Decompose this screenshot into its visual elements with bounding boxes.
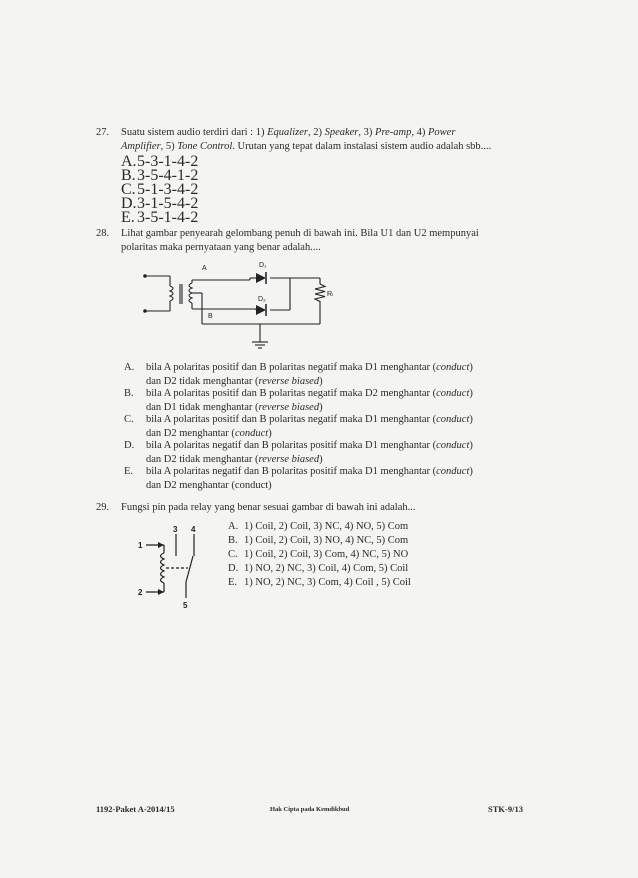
option-line-2 [146, 427, 272, 441]
option-text: ) [469, 388, 473, 399]
option-text: bila A polaritas positif dan B polaritas negatif maka D1 menghantar ( [146, 414, 437, 425]
pin-label-1: 1 [138, 541, 143, 550]
pin-label-3: 3 [173, 525, 178, 534]
option-text: 1) NO, 2) NC, 3) Coil, 4) Com, 5) Coil [244, 563, 409, 574]
option-text: 3-5-1-4-2 [137, 209, 199, 226]
terminal-dot [143, 274, 147, 278]
stem-text: , 5) [160, 140, 178, 152]
label-a: A [202, 265, 207, 272]
pin-label-5: 5 [183, 601, 188, 610]
stem-line-1: Lihat gambar penyearah gelombang penuh di bawah ini. Bila U1 dan U2 mempunyai [121, 228, 479, 239]
footer-center: Hak Cipta pada Kemdikbud [270, 806, 350, 813]
stem-text: , 3) [358, 127, 376, 138]
pin-label-4: 4 [191, 525, 196, 534]
option-text: ) [268, 427, 272, 439]
option-line-2 [146, 375, 323, 389]
label-b: B [208, 313, 213, 320]
option-line-1 [146, 361, 473, 375]
stem-line-2: polaritas maka pernyataan yang benar adalah.... [121, 241, 321, 253]
option-line-1 [146, 387, 473, 401]
option-letter: E. [124, 466, 134, 477]
question-stem [121, 126, 491, 153]
stem-term: Power [428, 127, 456, 138]
option-text: bila A polaritas positif dan B polaritas negatif maka D1 menghantar ( [146, 362, 437, 373]
stem-term: Equalizer [267, 127, 308, 138]
option-text: ) [469, 362, 473, 373]
option-letter: A. [228, 521, 239, 532]
option-text: 3-5-4-1-2 [137, 167, 199, 184]
option-text: bila A polaritas negatif dan B polaritas positif maka D1 menghantar ( [146, 466, 437, 477]
option-text: dan D1 tidak menghantar ( [146, 401, 259, 413]
option-letter: C. [228, 549, 238, 560]
option-letter: D. [121, 195, 137, 212]
option-text: dan D2 menghantar (conduct) [146, 479, 272, 491]
stem-text: . Urutan yang tepat dalam instalasi sistem audio adalah sbb.... [232, 140, 492, 152]
option-line-2 [146, 479, 272, 493]
option-line-1 [146, 413, 473, 427]
option-letter: B. [124, 388, 134, 399]
option-line-1 [146, 465, 473, 479]
stem-term: Speaker [324, 127, 359, 138]
option-line-2 [146, 401, 323, 415]
terminal-dot [143, 309, 147, 313]
stem-text: , 2) [307, 127, 325, 138]
option-line-1 [146, 439, 473, 453]
label-d1: D₁ [259, 262, 267, 269]
option-text: ) [319, 375, 323, 387]
option-letter: C. [124, 414, 134, 425]
stem-term: Tone Control [177, 140, 233, 152]
option-letter: B. [228, 535, 238, 546]
footer-left: 1192-Paket A-2014/15 [96, 804, 175, 814]
pin2-arrow-icon [158, 589, 164, 595]
option-text: 1) NO, 2) NC, 3) Com, 4) Coil , 5) Coil [244, 577, 411, 588]
stem-term: Amplifier [121, 140, 161, 152]
option-letter: D. [124, 440, 135, 451]
option-letter: E. [228, 577, 238, 588]
option-term: conduct [436, 414, 470, 425]
option-term: conduct [436, 388, 470, 399]
pin1-arrow-icon [158, 542, 164, 548]
option-text: 3-1-5-4-2 [137, 195, 199, 212]
option-letter: A. [124, 362, 135, 373]
option-text: ) [319, 453, 323, 465]
option-text: 1) Coil, 2) Coil, 3) NO, 4) NC, 5) Com [244, 535, 409, 546]
question-stem [121, 227, 479, 254]
question-number: 27. [96, 127, 110, 138]
option-letter: E. [121, 209, 135, 226]
option-text: ) [469, 414, 473, 425]
option-term: reverse biased [258, 375, 320, 387]
option-text: bila A polaritas negatif dan B polaritas positif maka D1 menghantar ( [146, 440, 437, 451]
option-text: dan D2 tidak menghantar ( [146, 453, 259, 465]
stem-line-2 [121, 140, 491, 154]
option-text: dan D2 menghantar ( [146, 427, 235, 439]
pin-label-2: 2 [138, 588, 143, 597]
label-d2: D₂ [258, 296, 266, 303]
option-letter: D. [228, 563, 239, 574]
stem-text: Suatu sistem audio terdiri dari : 1) [121, 127, 268, 138]
option-term: conduct [436, 440, 470, 451]
option-text: 5-3-1-4-2 [137, 153, 199, 170]
option-letter: A. [121, 153, 137, 170]
diode-d1-icon [256, 272, 266, 284]
option-term: reverse biased [258, 401, 320, 413]
option-letter: B. [121, 167, 136, 184]
option-text: ) [319, 401, 323, 413]
option-text: 1) Coil, 2) Coil, 3) NC, 4) NO, 5) Com [244, 521, 409, 532]
question-29 [96, 501, 546, 517]
option-letter: C. [121, 181, 136, 198]
footer-right: STK-9/13 [488, 804, 523, 814]
option-text: bila A polaritas positif dan B polaritas negatif maka D2 menghantar ( [146, 388, 437, 399]
diode-d2-icon [256, 304, 266, 316]
stem-line-1 [121, 126, 491, 140]
q28-options [124, 361, 564, 491]
option-text: ) [469, 466, 473, 477]
option-term: conduct [436, 466, 470, 477]
question-number: 29. [96, 502, 110, 513]
question-28 [96, 227, 546, 257]
label-rl: Rₗ [327, 291, 334, 298]
relay-diagram [138, 522, 218, 612]
question-number: 28. [96, 228, 110, 239]
question-stem: Fungsi pin pada relay yang benar sesuai gambar di bawah ini adalah... [121, 502, 416, 513]
option-text: ) [469, 440, 473, 451]
option-term: conduct [436, 362, 470, 373]
option-term: reverse biased [258, 453, 320, 465]
option-text: 5-1-3-4-2 [137, 181, 199, 198]
option-line-2 [146, 453, 323, 467]
rectifier-circuit-diagram [130, 256, 350, 361]
option-text: dan D2 tidak menghantar ( [146, 375, 259, 387]
option-term: conduct [234, 427, 269, 439]
stem-text: , 4) [411, 127, 429, 138]
stem-term: Pre-amp [375, 127, 412, 138]
option-text: 1) Coil, 2) Coil, 3) Com, 4) NC, 5) NO [244, 549, 409, 560]
